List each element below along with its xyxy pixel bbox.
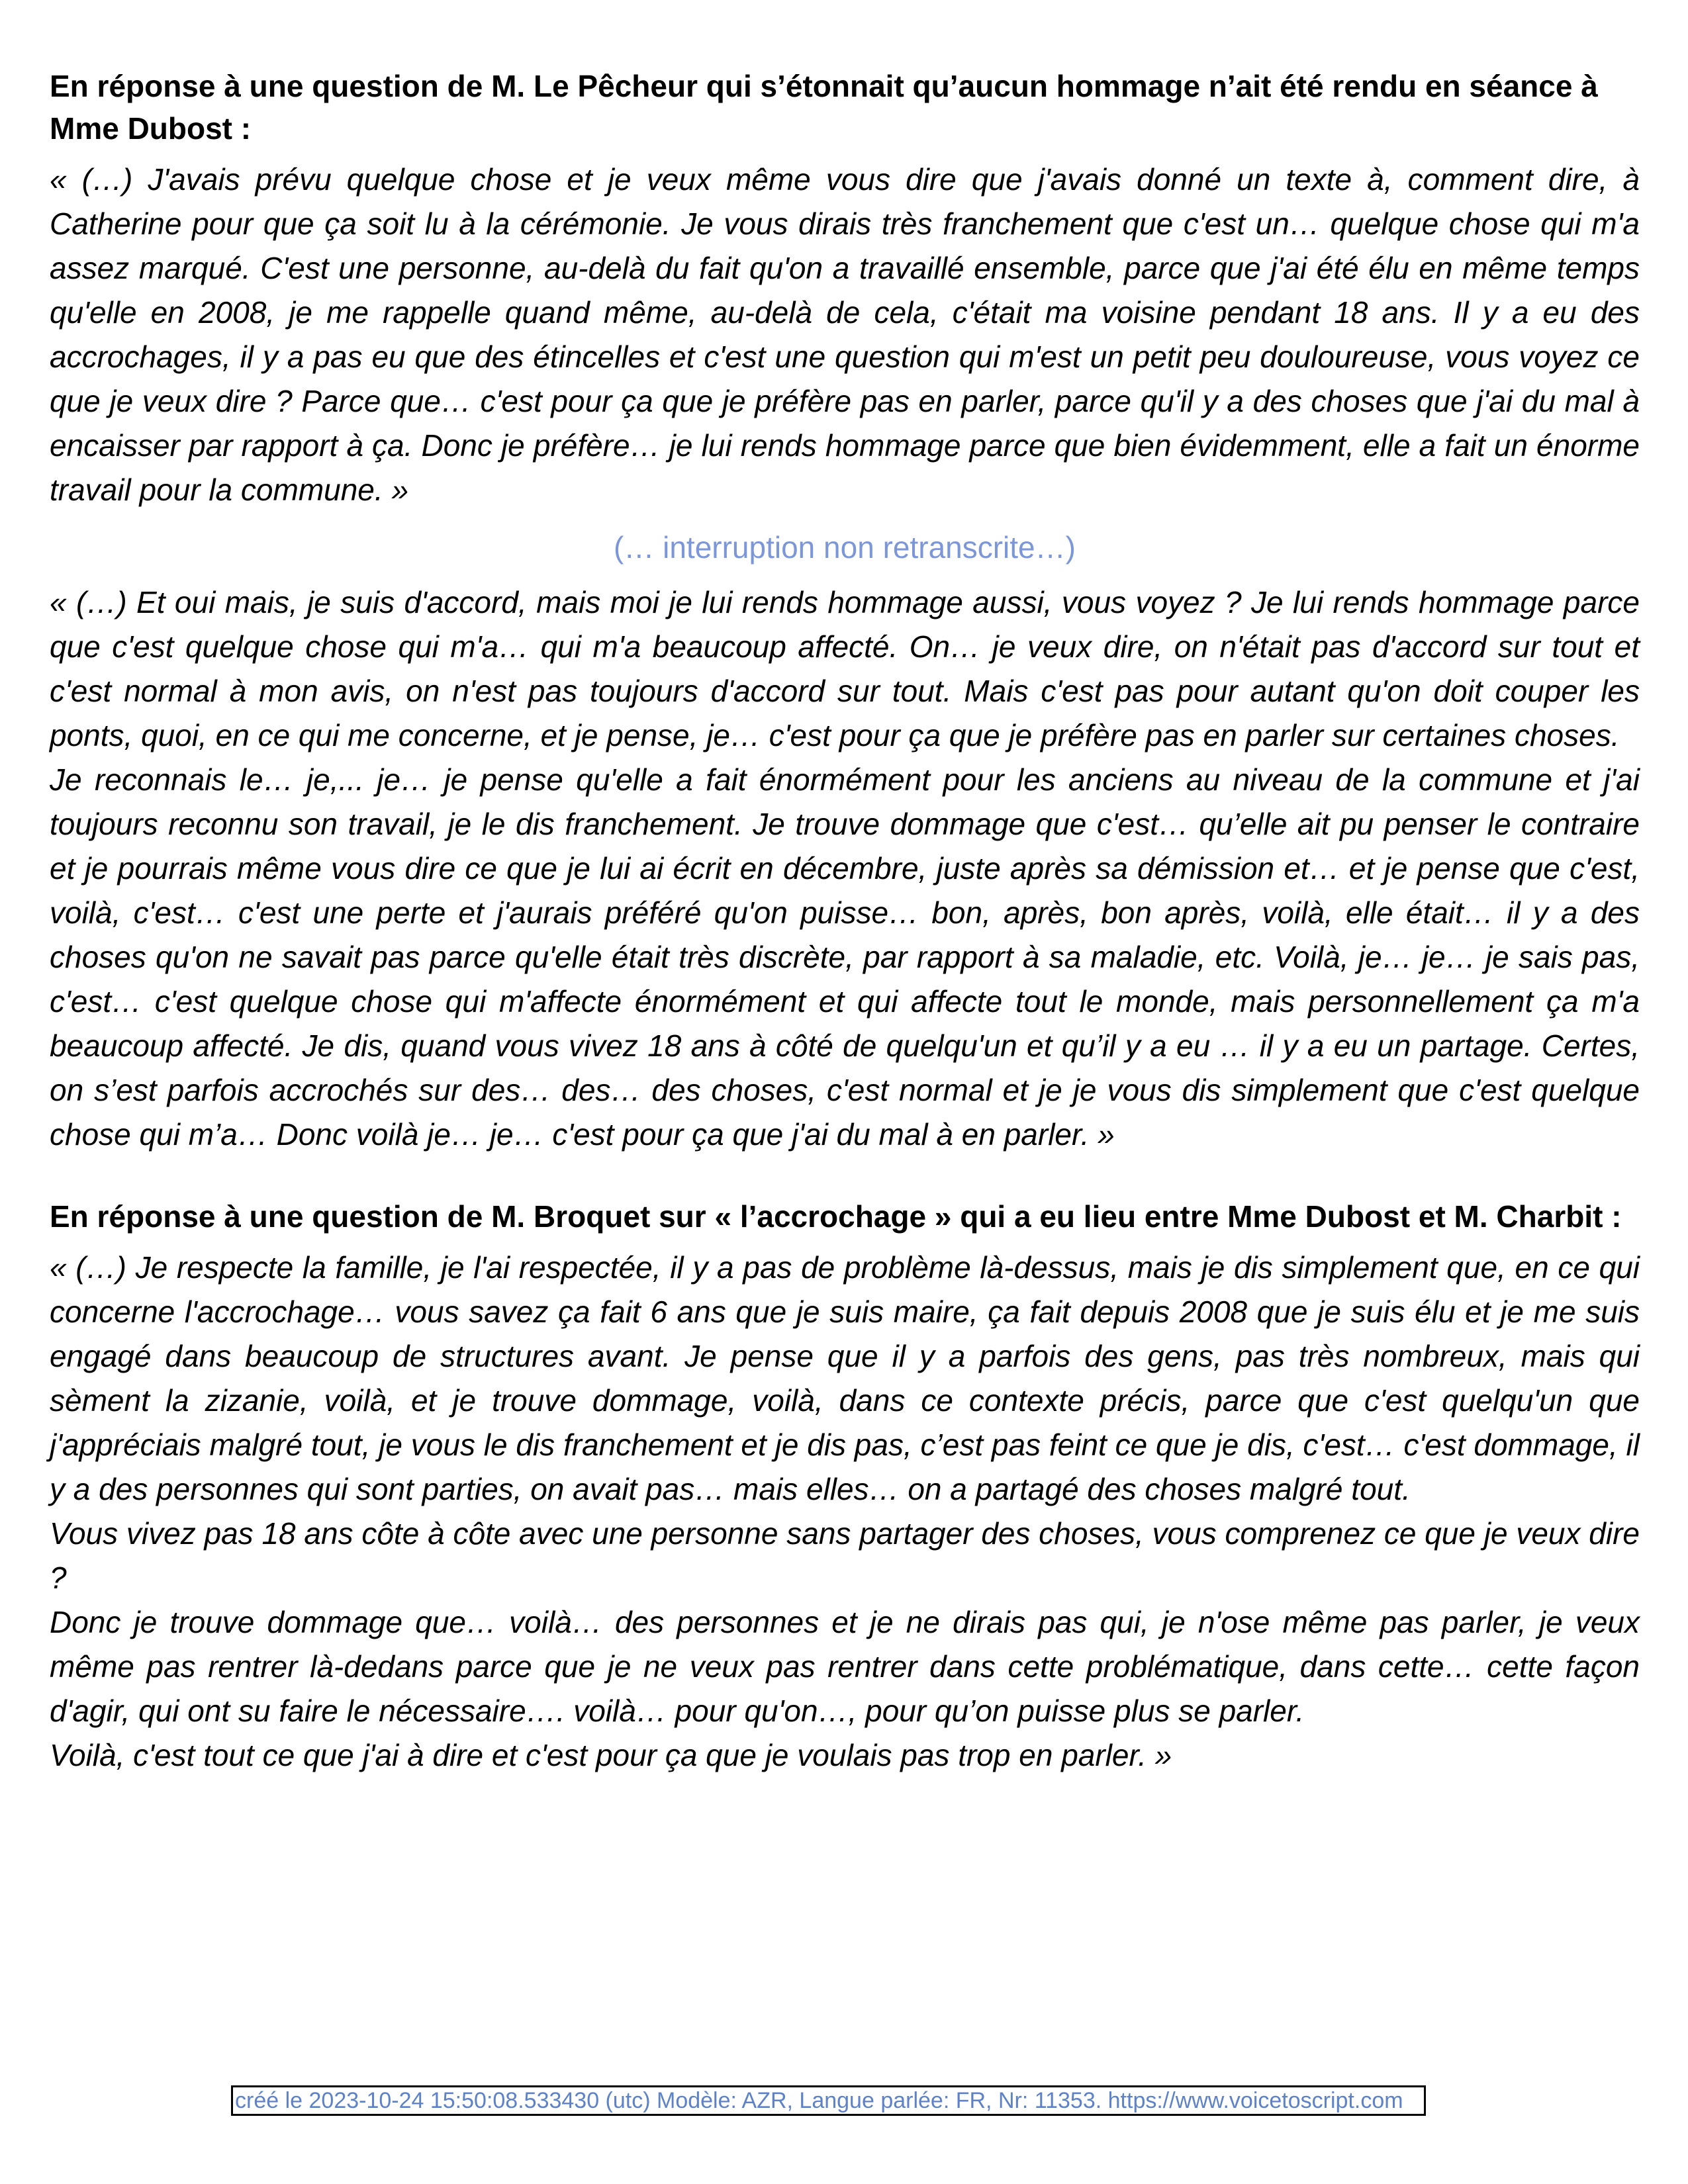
- interruption-note: (… interruption non retranscrite…): [614, 530, 1076, 565]
- quote-paragraph-2b: Je reconnais le… je,... je… je pense qu'elle a fait énormément pour les anciens au niveau de la commune et j'ai toujours reconnu son travail, je le dis franchement. Je trouve dommage que c'est… qu’elle ait pu penser le contraire et je pourrais même vous dire ce que je lui ai écrit en décembre, juste après sa démission et… et je pense que c'est, voilà, c'est… c'est une perte et j'aurais préféré qu'on puisse… bon, après, bon après, voilà, elle était… il y a des choses qu'on ne savait pas parce qu'elle était très discrète, par rapport à sa maladie, etc. Voilà, je… je… je sais pas, c'est… c'est quelque chose qui m'affecte énormément et qui affecte tout le monde, mais personnellement ça m'a beaucoup affecté. Je dis, quand vous vivez 18 ans à côté de quelqu'un et qu’il y a eu … il y a eu un partage. Certes, on s’est parfois accrochés sur des… des… des choses, c'est normal et je je vous dis simplement que c'est quelque chose qui m’a… Donc voilà je… je… c'est pour ça que j'ai du mal à en parler. »: [50, 762, 1640, 1152]
- section-heading-lepecheur: En réponse à une question de M. Le Pêcheur qui s’étonnait qu’aucun hommage n’ait été rendu en séance à Mme Dubost :: [50, 69, 1598, 146]
- quote-paragraph-3b: Vous vivez pas 18 ans côte à côte avec une personne sans partager des choses, vous comprenez ce que je veux dire ?: [50, 1516, 1640, 1595]
- quote-paragraph-2a: « (…) Et oui mais, je suis d'accord, mais moi je lui rends hommage aussi, vous voyez ? Je lui rends hommage parce que c'est quelque chose qui m'a… qui m'a beaucoup affecté. On… je veux dire, on n'était pas d'accord sur tout et c'est normal à mon avis, on n'est pas toujours d'accord sur tout. Mais c'est pas pour autant qu'on doit couper les ponts, quoi, en ce qui me concerne, et je pense, je… c'est pour ça que je préfère pas en parler sur certaines choses.: [50, 585, 1640, 752]
- quote-paragraph-3d: Voilà, c'est tout ce que j'ai à dire et c'est pour ça que je voulais pas trop en parler. »: [50, 1738, 1172, 1772]
- quote-paragraph-3a: « (…) Je respecte la famille, je l'ai respectée, il y a pas de problème là-dessus, mais je dis simplement que, en ce qui concerne l'accrochage… vous savez ça fait 6 ans que je suis maire, ça fait depuis 2008 que je suis élu et je me suis engagé dans beaucoup de structures avant. Je pense que il y a parfois des gens, pas très nombreux, mais qui sèment la zizanie, voilà, et je trouve dommage, voilà, dans ce contexte précis, parce que c'est quelqu'un que j'appréciais malgré tout, je vous le dis franchement et je dis pas, c’est pas feint ce que je dis, c'est… c'est dommage, il y a des personnes qui sont parties, on avait pas… mais elles… on a partagé des choses malgré tout.: [50, 1250, 1640, 1506]
- quote-paragraph-3c: Donc je trouve dommage que… voilà… des personnes et je ne dirais pas qui, je n'ose même pas parler, je veux même pas rentrer là-dedans parce que je ne veux pas rentrer dans cette problématique, dans cette… cette façon d'agir, qui ont su faire le nécessaire…. voilà… pour qu'on…, pour qu’on puisse plus se parler.: [50, 1605, 1640, 1728]
- footer-meta-text: créé le 2023-10-24 15:50:08.533430 (utc) Modèle: AZR, Langue parlée: FR, Nr: 11353.: [235, 2088, 1108, 2113]
- quote-paragraph-1: « (…) J'avais prévu quelque chose et je veux même vous dire que j'avais donné un texte à, comment dire, à Catherine pour que ça soit lu à la cérémonie. Je vous dirais très franchement que c'est un… quelque chose qui m'a assez marqué. C'est une personne, au-delà du fait qu'on a travaillé ensemble, parce que j'ai été élu en même temps qu'elle en 2008, je me rappelle quand même, au-delà de cela, c'était ma voisine pendant 18 ans. Il y a eu des accrochages, il y a pas eu que des étincelles et c'est une question qui m'est un petit peu douloureuse, vous voyez ce que je veux dire ? Parce que… c'est pour ça que je préfère pas en parler, parce qu'il y a des choses que j'ai du mal à encaisser par rapport à ça. Donc je préfère… je lui rends hommage parce que bien évidemment, elle a fait un énorme travail pour la commune. »: [50, 162, 1640, 507]
- section-heading-broquet: En réponse à une question de M. Broquet sur « l’accrochage » qui a eu lieu entre Mme Dubost et M. Charbit :: [50, 1199, 1622, 1234]
- footer-stamp-box: [231, 2085, 1426, 2116]
- footer-link[interactable]: https://www.voicetoscript.com: [1107, 2088, 1403, 2113]
